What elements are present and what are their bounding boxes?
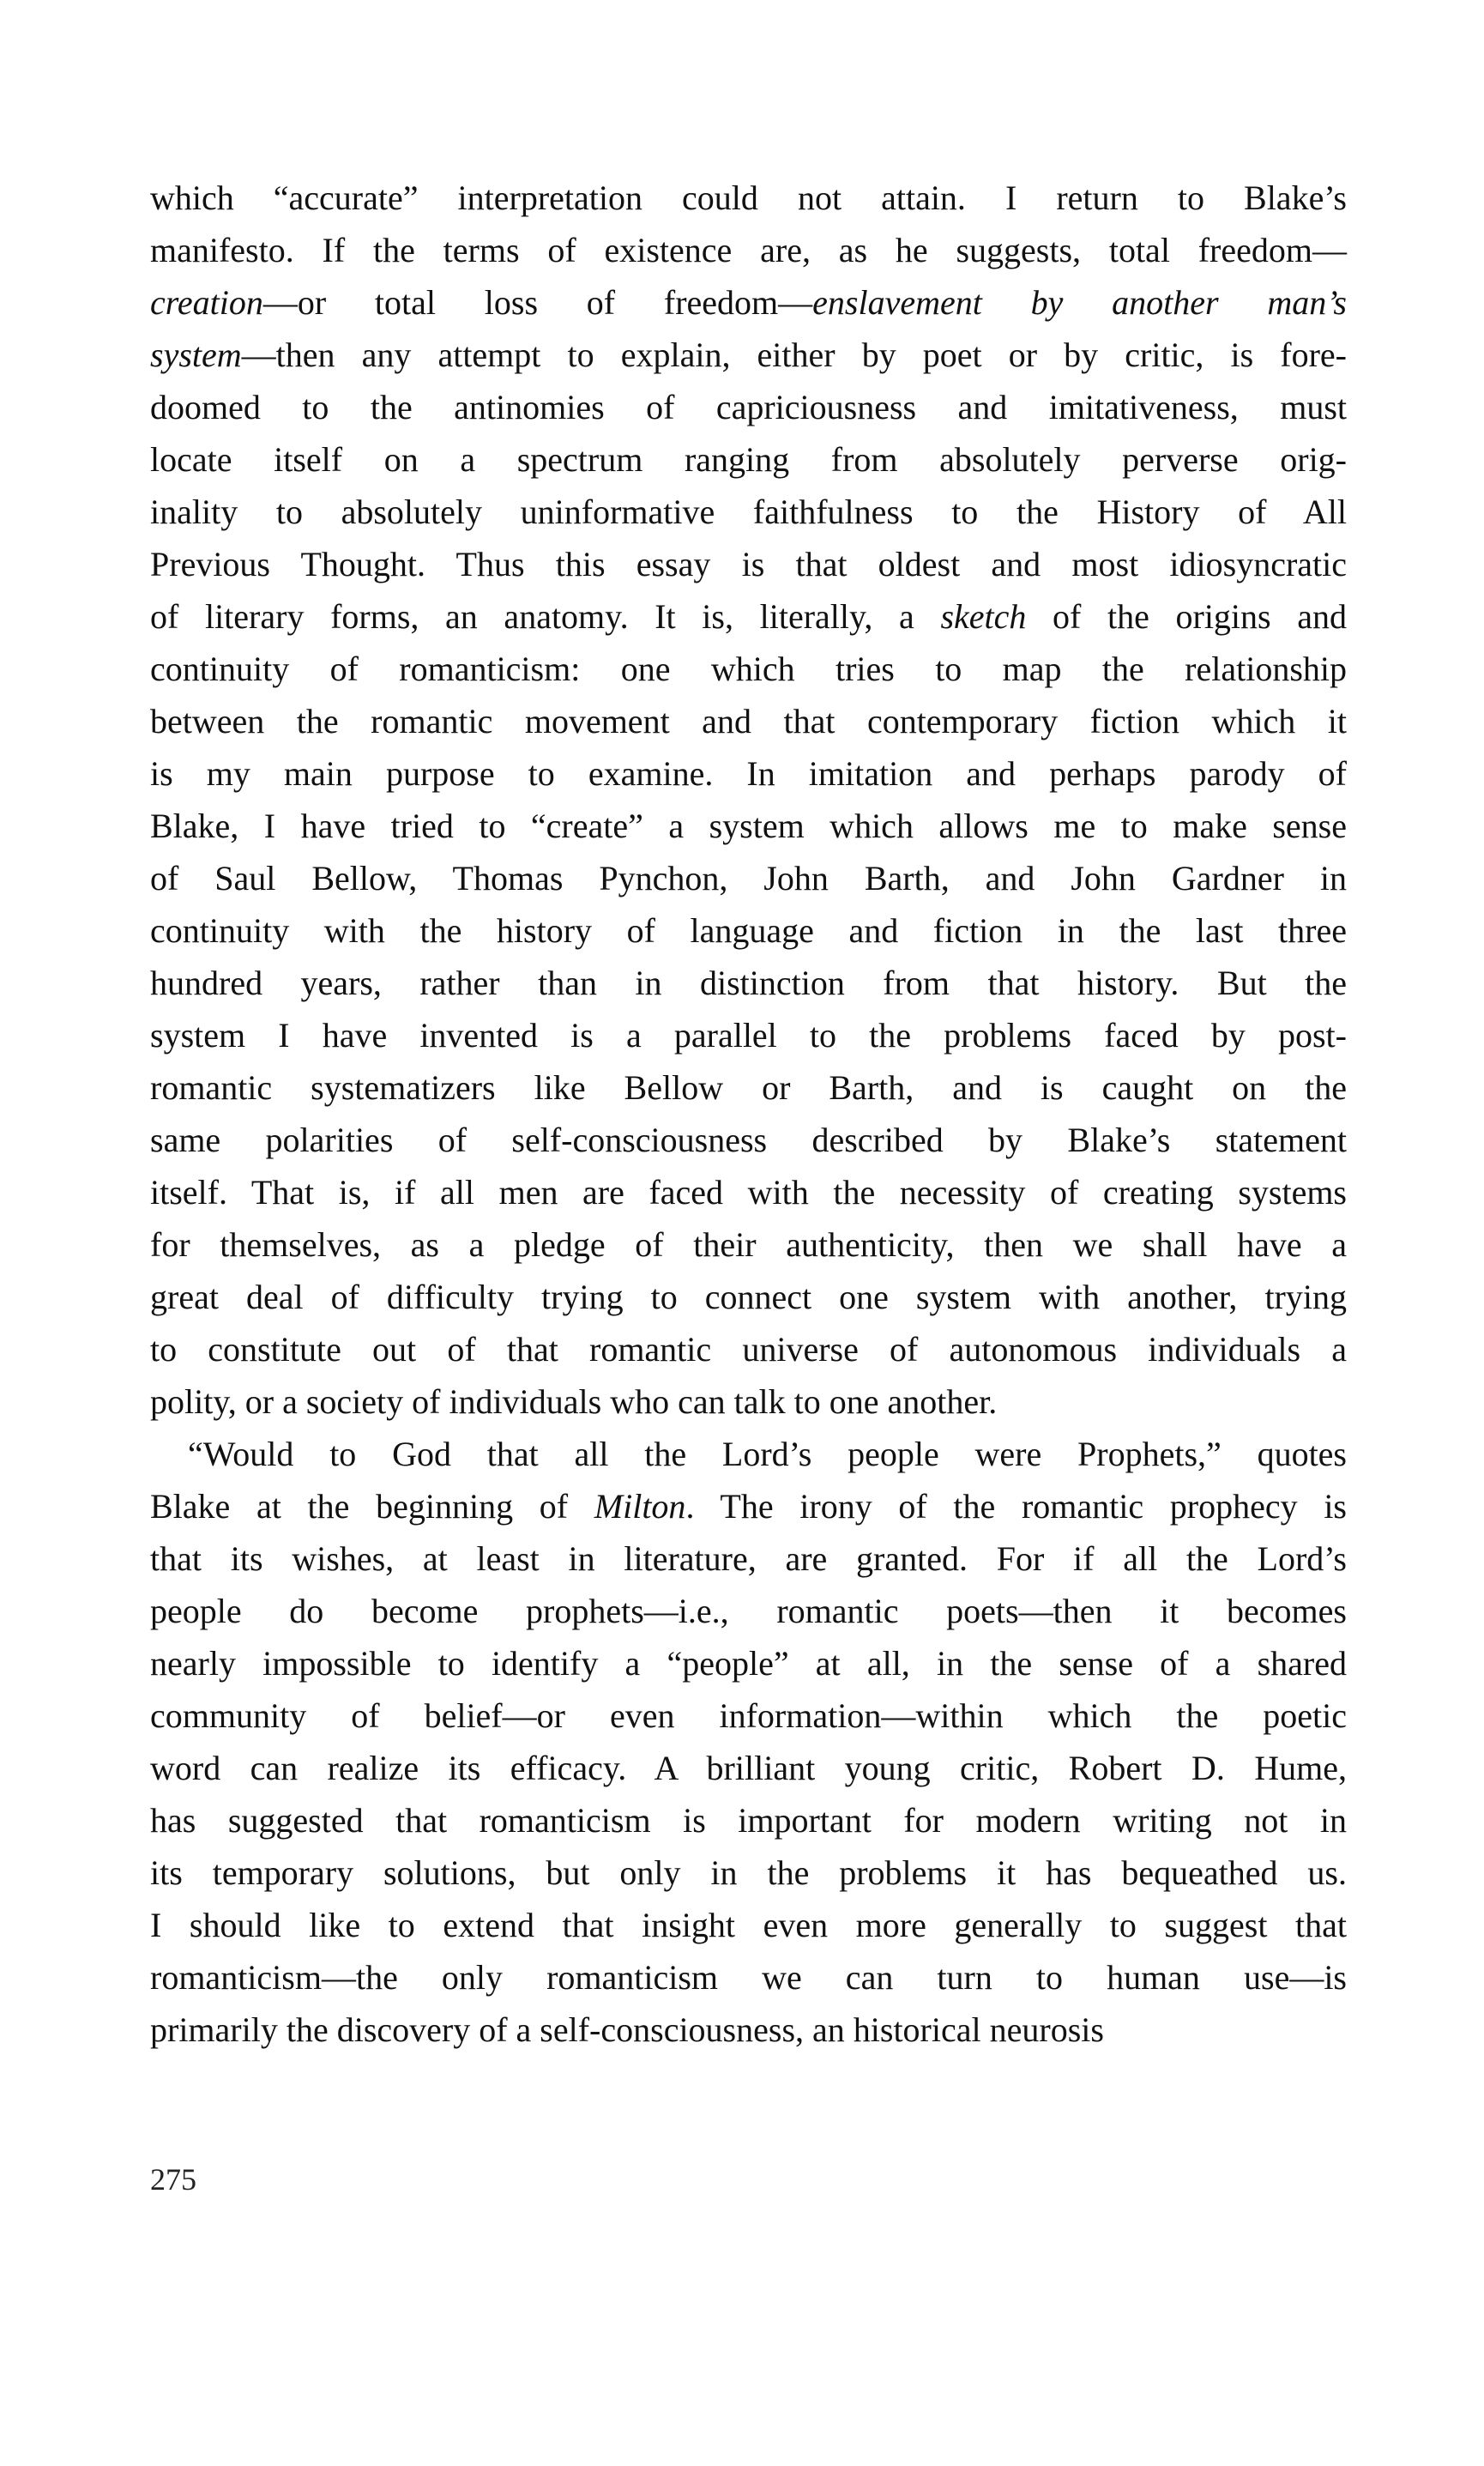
text-line [150, 852, 1347, 904]
text-run: system I have invented is a parallel to the problems faced by post- [150, 1016, 1347, 1055]
text-line [150, 1428, 1347, 1480]
text-run: I should like to extend that insight even more generally to suggest that [150, 1906, 1347, 1944]
text-line [150, 904, 1347, 957]
italic-text: system [150, 335, 242, 374]
text-line [150, 2004, 1347, 2056]
text-run: to constitute out of that romantic universe of autonomous individuals a [150, 1330, 1347, 1369]
text-run: Previous Thought. Thus this essay is that oldest and most idiosyncratic [150, 545, 1347, 583]
text-run: of the origins and [1026, 597, 1347, 636]
text-run: hundred years, rather than in distinction from that history. But the [150, 964, 1347, 1002]
text-line [150, 224, 1347, 276]
text-line [150, 747, 1347, 800]
text-line [150, 1375, 1347, 1428]
text-run: community of belief—or even information—within which the poetic [150, 1696, 1347, 1735]
text-line [150, 1532, 1347, 1585]
text-line [150, 433, 1347, 486]
text-run: its temporary solutions, but only in the problems it has bequeathed us. [150, 1853, 1347, 1892]
text-run: same polarities of self-consciousness described by Blake’s statement [150, 1121, 1347, 1159]
text-run: great deal of difficulty trying to connect one system with another, trying [150, 1278, 1347, 1316]
text-run: between the romantic movement and that contemporary fiction which it [150, 702, 1347, 740]
text-run: locate itself on a spectrum ranging from absolutely perverse orig- [150, 440, 1347, 479]
paragraph [150, 1428, 1347, 2056]
text-run: which “accurate” interpretation could not attain. I return to Blake’s [150, 178, 1347, 217]
text-line [150, 1114, 1347, 1166]
text-run: of literary forms, an anatomy. It is, literally, a [150, 597, 941, 636]
text-line [150, 1742, 1347, 1794]
text-line [150, 381, 1347, 433]
italic-text: enslavement by another man’s [812, 283, 1347, 322]
text-run: word can realize its efficacy. A brilliant young critic, Robert D. Hume, [150, 1749, 1347, 1787]
text-line [150, 1585, 1347, 1637]
text-line [150, 957, 1347, 1009]
text-line [150, 1794, 1347, 1846]
text-line [150, 590, 1347, 643]
text-run: polity, or a society of individuals who can talk to one another. [150, 1382, 998, 1421]
text-run: is my main purpose to examine. In imitation and perhaps parody of [150, 754, 1347, 793]
text-line [150, 1009, 1347, 1061]
text-line [150, 172, 1347, 224]
text-run: doomed to the antinomies of capriciousness and imitativeness, must [150, 388, 1347, 426]
text-run: manifesto. If the terms of existence are, as he suggests, total freedom— [150, 231, 1347, 269]
text-run: “Would to God that all the Lord’s people were Prophets,” quotes [188, 1435, 1347, 1473]
text-line [150, 1480, 1347, 1532]
page-number: 275 [150, 2162, 196, 2197]
text-run: Blake, I have tried to “create” a system which allows me to make sense [150, 807, 1347, 845]
text-run: people do become prophets—i.e., romantic poets—then it becomes [150, 1592, 1347, 1630]
italic-text: sketch [940, 597, 1027, 636]
text-line [150, 643, 1347, 695]
text-line [150, 538, 1347, 590]
text-line [150, 1899, 1347, 1951]
text-run: of Saul Bellow, Thomas Pynchon, John Barth, and John Gardner in [150, 859, 1347, 898]
text-line [150, 486, 1347, 538]
text-run: inality to absolutely uninformative faithfulness to the History of All [150, 493, 1347, 531]
italic-text: Milton [594, 1487, 686, 1526]
text-run: —or total loss of freedom— [262, 283, 813, 322]
text-run: —then any attempt to explain, either by poet or by critic, is fore- [241, 335, 1347, 374]
text-line [150, 1846, 1347, 1899]
italic-text: creation [150, 283, 263, 322]
text-run: . The irony of the romantic prophecy is [685, 1487, 1347, 1526]
text-line [150, 1166, 1347, 1218]
text-line [150, 695, 1347, 747]
body-text [150, 172, 1347, 2056]
text-run: continuity with the history of language and fiction in the last three [150, 911, 1347, 950]
text-line [150, 276, 1347, 329]
text-run: romantic systematizers like Bellow or Barth, and is caught on the [150, 1068, 1347, 1107]
text-run: nearly impossible to identify a “people” at all, in the sense of a shared [150, 1644, 1347, 1683]
paragraph [150, 172, 1347, 1428]
text-run: has suggested that romanticism is important for modern writing not in [150, 1801, 1347, 1840]
text-line [150, 1951, 1347, 2004]
text-line [150, 1689, 1347, 1742]
text-run: romanticism—the only romanticism we can turn to human use—is [150, 1958, 1347, 1997]
text-line [150, 329, 1347, 381]
text-run: itself. That is, if all men are faced with the necessity of creating systems [150, 1173, 1347, 1212]
text-line [150, 800, 1347, 852]
text-run: continuity of romanticism: one which tries to map the relationship [150, 650, 1347, 688]
text-line [150, 1218, 1347, 1271]
text-line [150, 1323, 1347, 1375]
text-run: for themselves, as a pledge of their authenticity, then we shall have a [150, 1225, 1347, 1264]
text-run: that its wishes, at least in literature, are granted. For if all the Lord’s [150, 1539, 1347, 1578]
text-line [150, 1271, 1347, 1323]
text-run: Blake at the beginning of [150, 1487, 594, 1526]
text-line [150, 1061, 1347, 1114]
text-run: primarily the discovery of a self-consciousness, an historical neurosis [150, 2010, 1104, 2049]
text-line [150, 1637, 1347, 1689]
